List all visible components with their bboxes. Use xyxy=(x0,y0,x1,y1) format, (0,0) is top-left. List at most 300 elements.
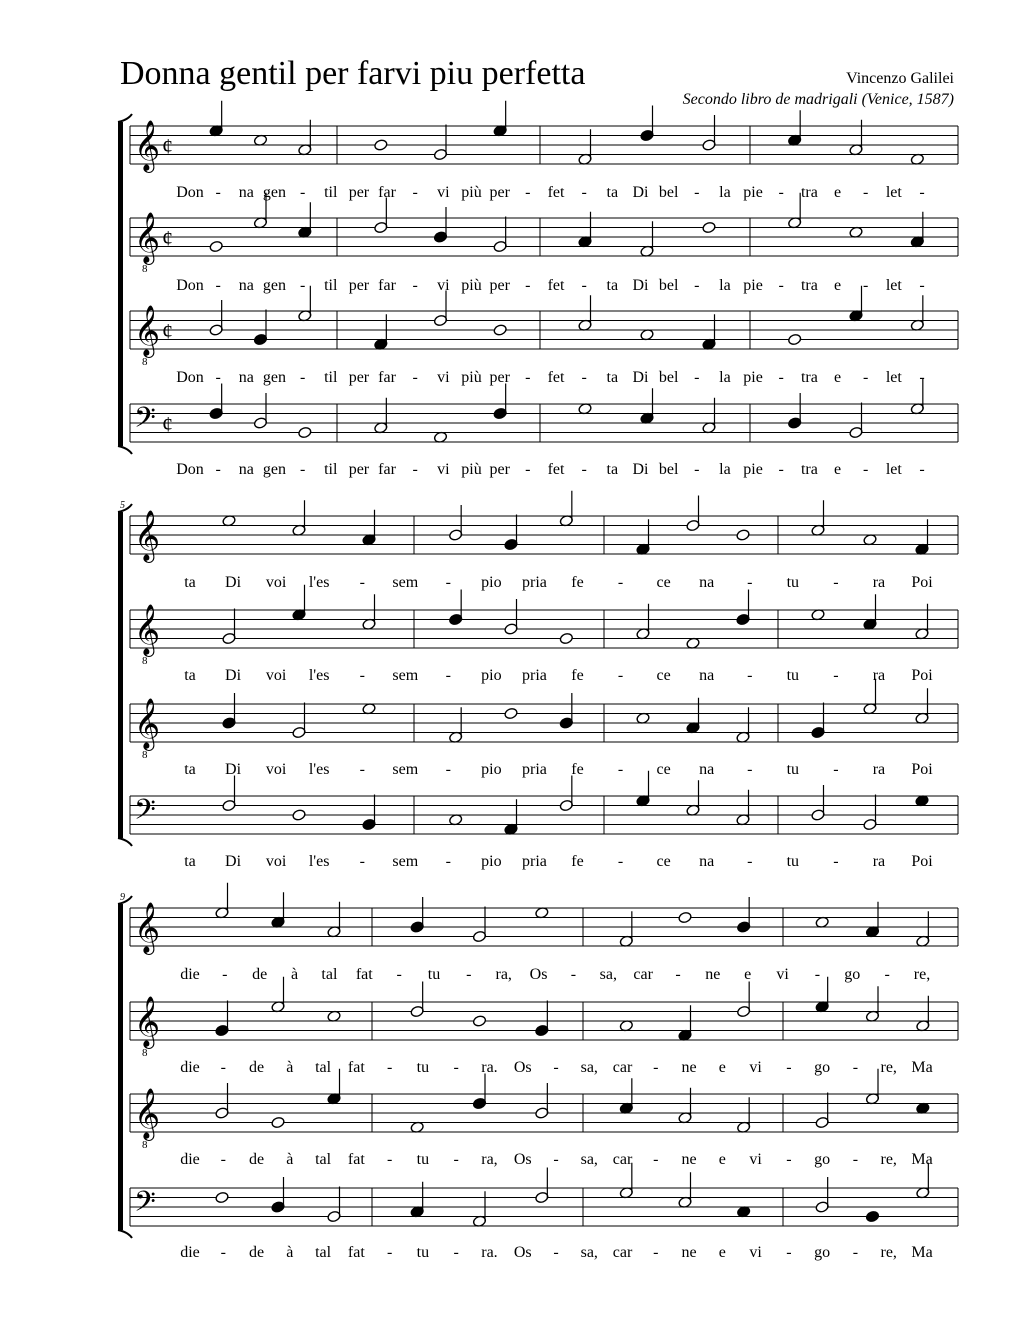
cut-time-icon: ¢ xyxy=(162,225,173,251)
lyric-syllable: vi xyxy=(749,1244,762,1261)
lyric-syllable: pio xyxy=(481,574,502,591)
lyric-hyphen: - xyxy=(445,853,452,870)
staff-voice-1 xyxy=(130,883,958,955)
lyric-hyphen: - xyxy=(786,1151,792,1168)
treble-clef-icon: 𝄞 xyxy=(134,996,161,1048)
lyric-syllable: fe xyxy=(571,761,584,778)
lyric-syllable: ra xyxy=(872,574,886,591)
lyric-syllable: tu xyxy=(786,667,800,684)
bracket-top-hook xyxy=(118,114,132,122)
lyric-syllable: bel xyxy=(658,277,679,294)
lyric-syllable: til xyxy=(324,461,338,478)
octave-8-marker: 8 xyxy=(142,356,148,368)
lyric-syllable: pio xyxy=(481,667,502,684)
lyric-syllable: na xyxy=(699,761,715,778)
treble-clef-icon: 𝄞 xyxy=(134,1088,161,1140)
lyric-syllable: ne xyxy=(681,1151,697,1168)
lyric-syllable: vi xyxy=(437,277,450,294)
source-citation: Secondo libro de madrigali (Venice, 1587) xyxy=(682,91,954,108)
lyric-syllable: til xyxy=(324,184,338,201)
lyric-syllable: voi xyxy=(265,574,287,591)
staff-voice-2 xyxy=(130,977,958,1059)
lyric-syllable: voi xyxy=(265,853,287,870)
lyric-syllable: Don xyxy=(176,277,204,294)
lyric-syllable: vi xyxy=(437,461,450,478)
lyric-syllable: fe xyxy=(571,853,584,870)
lyric-syllable: gen xyxy=(262,277,287,294)
lyric-hyphen: - xyxy=(833,853,839,870)
lyric-syllable: na xyxy=(238,461,254,478)
lyric-hyphen: - xyxy=(852,1059,859,1076)
staff-voice-2 xyxy=(130,585,958,667)
lyric-hyphen: - xyxy=(778,184,784,201)
lyric-syllable: ra xyxy=(872,667,886,684)
lyric-hyphen: - xyxy=(299,184,306,201)
lyric-syllable: Di xyxy=(632,369,649,386)
lyric-syllable: ce xyxy=(656,853,671,870)
lyric-syllable: car xyxy=(612,1244,633,1261)
bass-clef-icon: 𝄢 xyxy=(134,401,156,442)
lyric-line-voice-3 xyxy=(0,760,1020,782)
lyric-syllable: de xyxy=(248,1244,265,1261)
lyric-syllable: e xyxy=(833,369,842,386)
lyric-syllable: più xyxy=(461,184,482,201)
lyric-line-voice-2 xyxy=(0,276,1020,298)
lyric-syllable: ta xyxy=(606,369,619,386)
lyric-syllable: Don xyxy=(176,369,204,386)
lyric-syllable: tra xyxy=(800,277,818,294)
lyric-syllable: tal xyxy=(315,1244,332,1261)
lyric-hyphen: - xyxy=(852,1151,859,1168)
lyric-syllable: fe xyxy=(571,667,584,684)
notehead xyxy=(865,1210,879,1223)
lyric-syllable: e xyxy=(718,1244,726,1261)
lyric-hyphen: - xyxy=(359,667,365,684)
lyric-line-voice-4 xyxy=(0,1243,1020,1265)
lyric-syllable: tra xyxy=(800,369,818,386)
lyric-syllable: car xyxy=(612,1059,633,1076)
lyric-hyphen: - xyxy=(747,853,753,870)
lyric-syllable: fe xyxy=(571,574,584,591)
notehead xyxy=(702,221,716,234)
lyric-hyphen: - xyxy=(445,761,452,778)
lyric-syllable: Di xyxy=(225,667,242,684)
lyric-hyphen: - xyxy=(215,461,221,478)
notehead xyxy=(504,707,518,720)
lyric-hyphen: - xyxy=(359,761,365,778)
bracket-bottom-hook xyxy=(118,838,132,846)
notehead xyxy=(292,809,306,822)
lyric-hyphen: - xyxy=(525,369,531,386)
lyric-syllable: ne xyxy=(705,966,721,983)
lyric-syllable: l'es xyxy=(308,667,330,684)
lyric-syllable: na xyxy=(238,369,254,386)
lyric-syllable: vi xyxy=(437,184,450,201)
lyric-line-voice-1 xyxy=(0,965,1020,987)
lyric-syllable: tal xyxy=(315,1059,332,1076)
lyric-syllable: gen xyxy=(262,369,287,386)
lyric-hyphen: - xyxy=(453,1244,459,1261)
octave-8-marker: 8 xyxy=(142,263,148,275)
lyric-syllable: far xyxy=(378,369,396,386)
lyric-hyphen: - xyxy=(525,461,531,478)
lyric-syllable: pria xyxy=(522,574,547,591)
composer-name: Vincenzo Galilei xyxy=(846,70,954,87)
notehead xyxy=(209,240,223,253)
lyric-syllable: re, xyxy=(880,1244,897,1261)
bracket-bottom-hook xyxy=(118,1230,132,1238)
lyric-syllable: per xyxy=(489,184,510,201)
lyric-hyphen: - xyxy=(222,966,228,983)
lyric-syllable: tra xyxy=(800,461,818,478)
lyric-syllable: ce xyxy=(656,761,671,778)
lyric-syllable: voi xyxy=(265,667,287,684)
lyric-syllable: ne xyxy=(681,1244,697,1261)
lyric-hyphen: - xyxy=(299,369,306,386)
lyric-syllable: Di xyxy=(632,461,649,478)
lyric-syllable: più xyxy=(461,277,482,294)
lyric-hyphen: - xyxy=(617,574,624,591)
lyric-syllable: tu xyxy=(786,761,800,778)
lyric-syllable: per xyxy=(348,277,370,294)
lyric-syllable: de xyxy=(252,966,268,983)
notehead xyxy=(215,1191,229,1204)
lyric-line-voice-3 xyxy=(0,368,1020,390)
lyric-hyphen: - xyxy=(747,761,753,778)
lyric-syllable: na xyxy=(699,574,715,591)
lyric-hyphen: - xyxy=(919,369,925,386)
octave-8-marker: 8 xyxy=(142,655,148,667)
lyric-hyphen: - xyxy=(445,574,452,591)
lyric-hyphen: - xyxy=(453,1059,459,1076)
lyric-syllable: sa, xyxy=(580,1151,598,1168)
lyric-syllable: bel xyxy=(658,369,679,386)
lyric-syllable: e xyxy=(833,184,842,201)
lyric-syllable: na xyxy=(238,184,254,201)
lyric-syllable: Os xyxy=(529,966,548,983)
lyric-hyphen: - xyxy=(863,461,869,478)
lyric-hyphen: - xyxy=(919,184,925,201)
lyric-syllable: Ma xyxy=(911,1244,933,1261)
lyric-syllable: Di xyxy=(632,184,649,201)
lyric-syllable: ta xyxy=(184,667,196,684)
staff-voice-3 xyxy=(130,1069,958,1151)
lyric-syllable: fat xyxy=(355,966,373,983)
lyric-syllable: car xyxy=(612,1151,633,1168)
cut-time-icon: ¢ xyxy=(162,133,173,159)
lyric-syllable: la xyxy=(719,277,731,294)
lyric-syllable: sa, xyxy=(580,1059,598,1076)
lyric-syllable: sa, xyxy=(580,1244,598,1261)
lyric-hyphen: - xyxy=(359,853,365,870)
lyric-syllable: na xyxy=(699,853,715,870)
lyric-hyphen: - xyxy=(884,966,890,983)
lyric-line-voice-3 xyxy=(0,1150,1020,1172)
lyric-syllable: tu xyxy=(416,1244,430,1261)
lyric-hyphen: - xyxy=(852,1244,859,1261)
lyric-syllable: e xyxy=(718,1151,726,1168)
staff-voice-1 xyxy=(130,491,958,563)
lyric-hyphen: - xyxy=(694,277,700,294)
lyric-hyphen: - xyxy=(919,461,925,478)
treble-clef-icon: 𝄞 xyxy=(134,510,161,562)
lyric-syllable: ra. xyxy=(481,1244,498,1261)
lyric-hyphen: - xyxy=(412,461,418,478)
lyric-syllable: ne xyxy=(681,1059,697,1076)
lyric-hyphen: - xyxy=(675,966,681,983)
lyric-hyphen: - xyxy=(412,184,418,201)
lyric-hyphen: - xyxy=(833,667,839,684)
lyric-syllable: sem xyxy=(392,853,419,870)
lyric-syllable: bel xyxy=(658,461,679,478)
lyric-syllable: più xyxy=(461,369,482,386)
lyric-syllable: ra xyxy=(872,761,886,778)
lyric-syllable: far xyxy=(378,461,396,478)
lyric-syllable: far xyxy=(378,184,396,201)
lyric-hyphen: - xyxy=(833,574,839,591)
lyric-syllable: la xyxy=(719,184,731,201)
lyric-syllable: Di xyxy=(632,277,649,294)
lyric-syllable: ra. xyxy=(481,1059,498,1076)
lyric-syllable: sa, xyxy=(599,966,617,983)
lyric-syllable: til xyxy=(324,369,338,386)
lyric-syllable: ra xyxy=(872,853,886,870)
lyric-hyphen: - xyxy=(747,667,753,684)
lyric-syllable: e xyxy=(833,461,842,478)
treble-clef-icon: 𝄞 xyxy=(134,305,161,357)
notehead xyxy=(493,324,507,337)
lyric-hyphen: - xyxy=(786,1244,792,1261)
lyric-syllable: ta xyxy=(606,184,619,201)
lyric-syllable: let xyxy=(885,277,902,294)
measure-number: 9 xyxy=(120,892,125,903)
lyric-syllable: la xyxy=(719,461,731,478)
lyric-syllable: die xyxy=(180,966,200,983)
cut-time-icon: ¢ xyxy=(162,318,173,344)
lyric-syllable: l'es xyxy=(308,574,330,591)
lyric-syllable: sem xyxy=(392,667,419,684)
lyric-hyphen: - xyxy=(215,369,221,386)
lyric-syllable: à xyxy=(286,1244,294,1261)
lyric-syllable: far xyxy=(378,277,396,294)
lyric-syllable: gen xyxy=(262,184,287,201)
lyric-hyphen: - xyxy=(412,277,418,294)
lyric-hyphen: - xyxy=(617,761,624,778)
lyric-hyphen: - xyxy=(386,1151,393,1168)
lyric-syllable: tu xyxy=(786,574,800,591)
lyric-syllable: pio xyxy=(481,853,502,870)
staff-voice-1 xyxy=(130,101,958,173)
lyric-syllable: de xyxy=(248,1059,265,1076)
treble-clef-icon: 𝄞 xyxy=(134,698,161,750)
octave-8-marker: 8 xyxy=(142,749,148,761)
bass-clef-icon: 𝄢 xyxy=(134,793,156,834)
lyric-syllable: tu xyxy=(427,966,441,983)
lyric-syllable: ce xyxy=(656,667,671,684)
lyric-syllable: sem xyxy=(392,574,419,591)
lyric-hyphen: - xyxy=(653,1059,659,1076)
notehead xyxy=(559,632,573,645)
lyric-line-voice-2 xyxy=(0,1058,1020,1080)
lyric-syllable: de xyxy=(248,1151,265,1168)
lyric-syllable: per xyxy=(489,461,510,478)
lyric-syllable: Os xyxy=(513,1151,532,1168)
lyric-syllable: pie xyxy=(743,277,763,294)
lyric-line-voice-1 xyxy=(0,573,1020,595)
notehead xyxy=(374,139,388,152)
lyric-syllable: per xyxy=(348,184,370,201)
lyric-syllable: l'es xyxy=(308,853,330,870)
lyric-hyphen: - xyxy=(445,667,452,684)
lyric-syllable: fat xyxy=(347,1151,365,1168)
lyric-hyphen: - xyxy=(833,761,839,778)
notehead xyxy=(472,1015,486,1028)
bracket-bottom-hook xyxy=(118,446,132,454)
lyric-syllable: tal xyxy=(315,1151,332,1168)
lyric-syllable: fat xyxy=(347,1244,365,1261)
lyric-hyphen: - xyxy=(553,1151,559,1168)
lyric-syllable: sem xyxy=(392,761,419,778)
lyric-hyphen: - xyxy=(453,1151,459,1168)
lyric-hyphen: - xyxy=(694,461,700,478)
staff-voice-4 xyxy=(130,1163,958,1228)
lyric-syllable: Di xyxy=(225,574,242,591)
lyric-hyphen: - xyxy=(525,277,531,294)
lyric-hyphen: - xyxy=(581,461,587,478)
notehead xyxy=(271,1116,285,1129)
octave-8-marker: 8 xyxy=(142,1139,148,1151)
lyric-hyphen: - xyxy=(359,574,365,591)
lyric-hyphen: - xyxy=(220,1244,226,1261)
lyric-syllable: let xyxy=(885,184,902,201)
lyric-syllable: re, xyxy=(913,966,931,983)
staff-voice-3 xyxy=(130,286,958,368)
lyric-syllable: Di xyxy=(225,853,242,870)
lyric-syllable: Os xyxy=(513,1059,532,1076)
lyric-syllable: e xyxy=(833,277,842,294)
lyric-hyphen: - xyxy=(215,184,221,201)
lyric-syllable: tal xyxy=(321,966,338,983)
treble-clef-icon: 𝄞 xyxy=(134,212,161,264)
measure-number: 5 xyxy=(120,500,125,511)
lyric-hyphen: - xyxy=(215,277,221,294)
lyric-hyphen: - xyxy=(863,184,869,201)
lyric-syllable: tu xyxy=(416,1151,430,1168)
lyric-syllable: fat xyxy=(347,1059,365,1076)
lyric-syllable: pria xyxy=(522,853,547,870)
lyric-syllable: vi xyxy=(776,966,789,983)
lyric-syllable: à xyxy=(286,1059,294,1076)
lyric-hyphen: - xyxy=(778,461,784,478)
treble-clef-icon: 𝄞 xyxy=(134,120,161,172)
lyric-syllable: per xyxy=(489,369,510,386)
lyric-syllable: vi xyxy=(437,369,450,386)
lyric-syllable: na xyxy=(238,277,254,294)
lyric-hyphen: - xyxy=(778,277,784,294)
lyric-syllable: ta xyxy=(184,761,196,778)
piece-title: Donna gentil per farvi piu perfetta xyxy=(120,55,586,92)
lyric-hyphen: - xyxy=(814,966,821,983)
lyric-syllable: ra, xyxy=(495,966,512,983)
lyric-hyphen: - xyxy=(747,574,753,591)
lyric-hyphen: - xyxy=(553,1244,559,1261)
lyric-syllable: ta xyxy=(606,277,619,294)
lyric-syllable: Don xyxy=(176,184,204,201)
treble-clef-icon: 𝄞 xyxy=(134,604,161,656)
lyric-syllable: Poi xyxy=(911,574,933,591)
lyric-syllable: pie xyxy=(743,461,763,478)
lyric-syllable: vi xyxy=(749,1151,762,1168)
lyric-syllable: bel xyxy=(658,184,679,201)
lyric-hyphen: - xyxy=(778,369,784,386)
lyric-hyphen: - xyxy=(525,184,531,201)
lyric-hyphen: - xyxy=(581,184,587,201)
lyric-syllable: pie xyxy=(743,184,763,201)
lyric-syllable: tu xyxy=(416,1059,430,1076)
lyric-syllable: car xyxy=(633,966,653,983)
lyric-hyphen: - xyxy=(386,1059,393,1076)
lyric-hyphen: - xyxy=(553,1059,559,1076)
lyric-syllable: per xyxy=(489,277,510,294)
lyric-hyphen: - xyxy=(396,966,402,983)
notehead xyxy=(787,333,801,346)
lyric-hyphen: - xyxy=(694,184,700,201)
lyric-syllable: go xyxy=(814,1244,831,1261)
lyric-syllable: ta xyxy=(606,461,619,478)
lyric-syllable: à xyxy=(291,966,299,983)
lyric-syllable: pria xyxy=(522,761,547,778)
lyric-syllable: Os xyxy=(513,1244,532,1261)
lyric-hyphen: - xyxy=(786,1059,792,1076)
lyric-syllable: ra, xyxy=(481,1151,498,1168)
lyric-syllable: tra xyxy=(800,184,818,201)
lyric-syllable: gen xyxy=(262,461,287,478)
lyric-syllable: die xyxy=(180,1244,200,1261)
lyric-syllable: la xyxy=(719,369,731,386)
bass-clef-icon: 𝄢 xyxy=(134,1185,156,1226)
lyric-syllable: Di xyxy=(225,761,242,778)
lyric-syllable: til xyxy=(324,277,338,294)
lyric-syllable: fet xyxy=(547,461,565,478)
lyric-syllable: più xyxy=(461,461,482,478)
staff-voice-2 xyxy=(130,193,958,275)
lyric-syllable: l'es xyxy=(308,761,330,778)
lyric-syllable: die xyxy=(180,1151,200,1168)
lyric-syllable: Don xyxy=(176,461,204,478)
lyric-syllable: ce xyxy=(656,574,671,591)
lyric-syllable: die xyxy=(180,1059,200,1076)
lyric-hyphen: - xyxy=(863,369,869,386)
lyric-syllable: per xyxy=(348,461,370,478)
lyric-hyphen: - xyxy=(412,369,418,386)
lyric-hyphen: - xyxy=(919,277,925,294)
lyric-hyphen: - xyxy=(570,966,577,983)
lyric-syllable: ta xyxy=(184,853,196,870)
notehead xyxy=(736,529,750,542)
lyric-syllable: let xyxy=(885,461,902,478)
lyric-syllable: go xyxy=(814,1151,831,1168)
lyric-hyphen: - xyxy=(220,1059,226,1076)
lyric-syllable: pio xyxy=(481,761,502,778)
lyric-syllable: go xyxy=(844,966,861,983)
lyric-syllable: e xyxy=(718,1059,726,1076)
lyric-syllable: ta xyxy=(184,574,196,591)
lyric-hyphen: - xyxy=(581,277,587,294)
lyric-hyphen: - xyxy=(581,369,587,386)
lyric-hyphen: - xyxy=(617,853,624,870)
lyric-line-voice-2 xyxy=(0,666,1020,688)
octave-8-marker: 8 xyxy=(142,1047,148,1059)
